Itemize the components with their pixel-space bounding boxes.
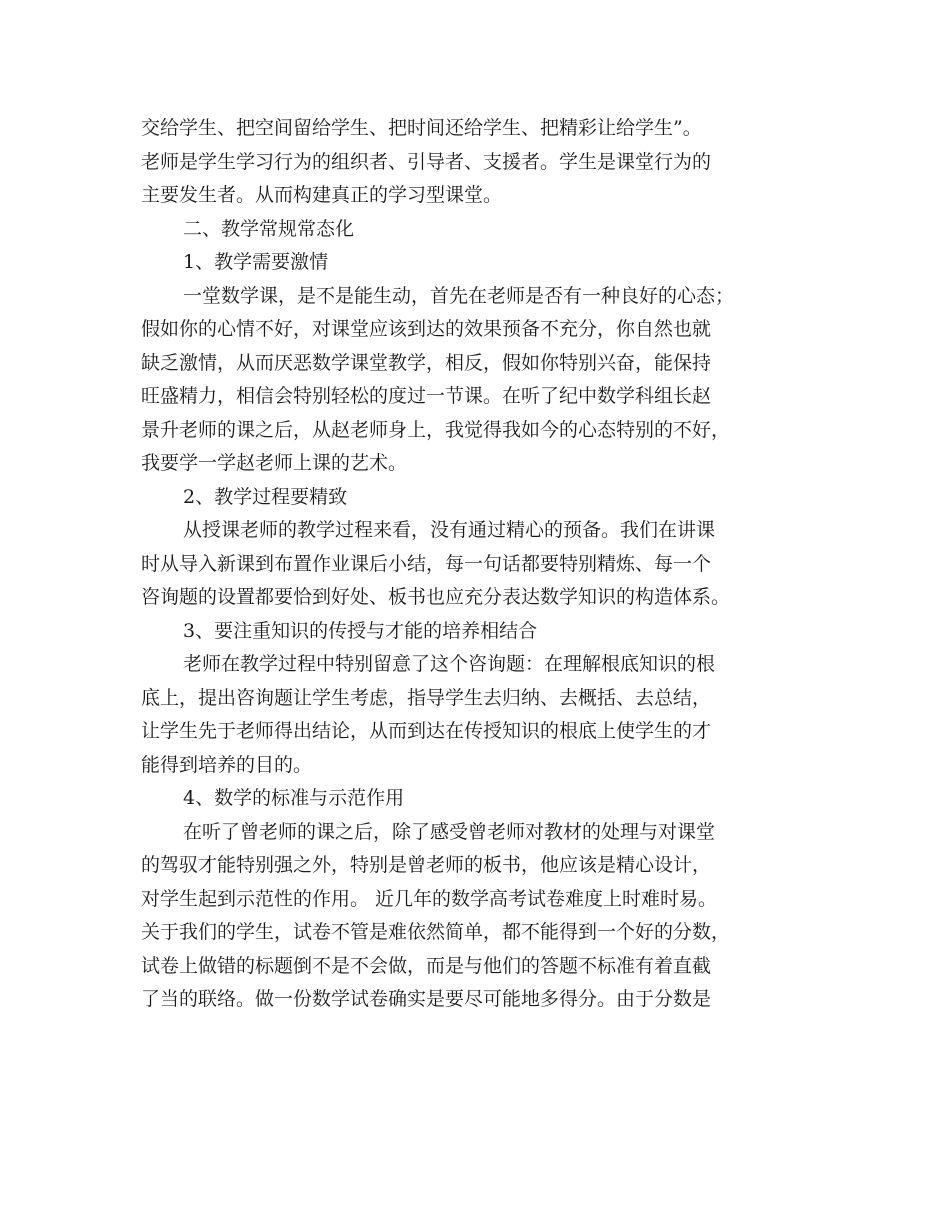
- text-line: 3、要注重知识的传授与才能的培养相结合: [183, 619, 538, 642]
- text-line: 的驾驭才能特别强之外，特别是曾老师的板书，他应该是精心设计，: [141, 854, 712, 876]
- text-line: 了当的联络。做一份数学试卷确实是要尽可能地多得分。由于分数是: [141, 988, 712, 1010]
- text-line: 2、教学过程要精致: [183, 485, 348, 508]
- text-line: 关于我们的学生，试卷不管是难依然简单，都不能得到一个好的分数，: [141, 921, 731, 943]
- text-line: 缺乏激情，从而厌恶数学课堂教学，相反，假如你特别兴奋，能保持: [141, 351, 712, 374]
- text-line: 旺盛精力，相信会特别轻松的度过一节课。在听了纪中数学科组长赵: [141, 385, 712, 407]
- text-line: 交给学生、把空间留给学生、把时间还给学生、把精彩让给学生”。: [141, 117, 702, 139]
- text-line: 4、数学的标准与示范作用: [183, 787, 405, 809]
- text-line: 能得到培养的目的。: [141, 753, 313, 776]
- text-line: 假如你的心情不好，对课堂应该到达的效果预备不充分，你自然也就: [141, 318, 712, 340]
- text-line: 时从导入新课到布置作业课后小结，每一句话都要特别精炼、每一个: [141, 552, 712, 575]
- text-line: 一堂数学课，是不是能生动，首先在老师是否有一种良好的心态；: [183, 284, 735, 307]
- text-line: 景升老师的课之后，从赵老师身上，我觉得我如今的心态特别的不好，: [141, 418, 731, 441]
- text-line: 底上，提出咨询题让学生考虑，指导学生去归纳、去概括、去总结，: [141, 686, 712, 709]
- text-line: 对学生起到示范性的作用。 近几年的数学高考试卷难度上时难时易。: [141, 887, 718, 910]
- text-line: 试卷上做错的标题倒不是不会做，而是与他们的答题不标准有着直截: [141, 954, 712, 977]
- text-line: 咨询题的设置都要恰到好处、板书也应充分表达数学知识的构造体系。: [141, 586, 731, 608]
- text-line: 我要学一学赵老师上课的艺术。: [141, 452, 408, 474]
- body-text: [141, 112, 821, 1017]
- text-line: 老师是学生学习行为的组织者、引导者、支援者。学生是课堂行为的: [141, 150, 712, 173]
- text-line: 1、教学需要激情: [183, 251, 329, 273]
- text-line: 老师在教学过程中特别留意了这个咨询题：在理解根底知识的根: [183, 653, 716, 675]
- text-line: 二、教学常规常态化: [183, 217, 355, 240]
- text-line: 让学生先于老师得出结论，从而到达在传授知识的根底上使学生的才: [141, 720, 712, 742]
- text-line: 从授课老师的教学过程来看，没有通过精心的预备。我们在讲课: [183, 519, 716, 541]
- text-line: 在听了曾老师的课之后，除了感受曾老师对教材的处理与对课堂: [183, 820, 716, 843]
- text-line: 主要发生者。从而构建真正的学习型课堂。: [141, 184, 503, 206]
